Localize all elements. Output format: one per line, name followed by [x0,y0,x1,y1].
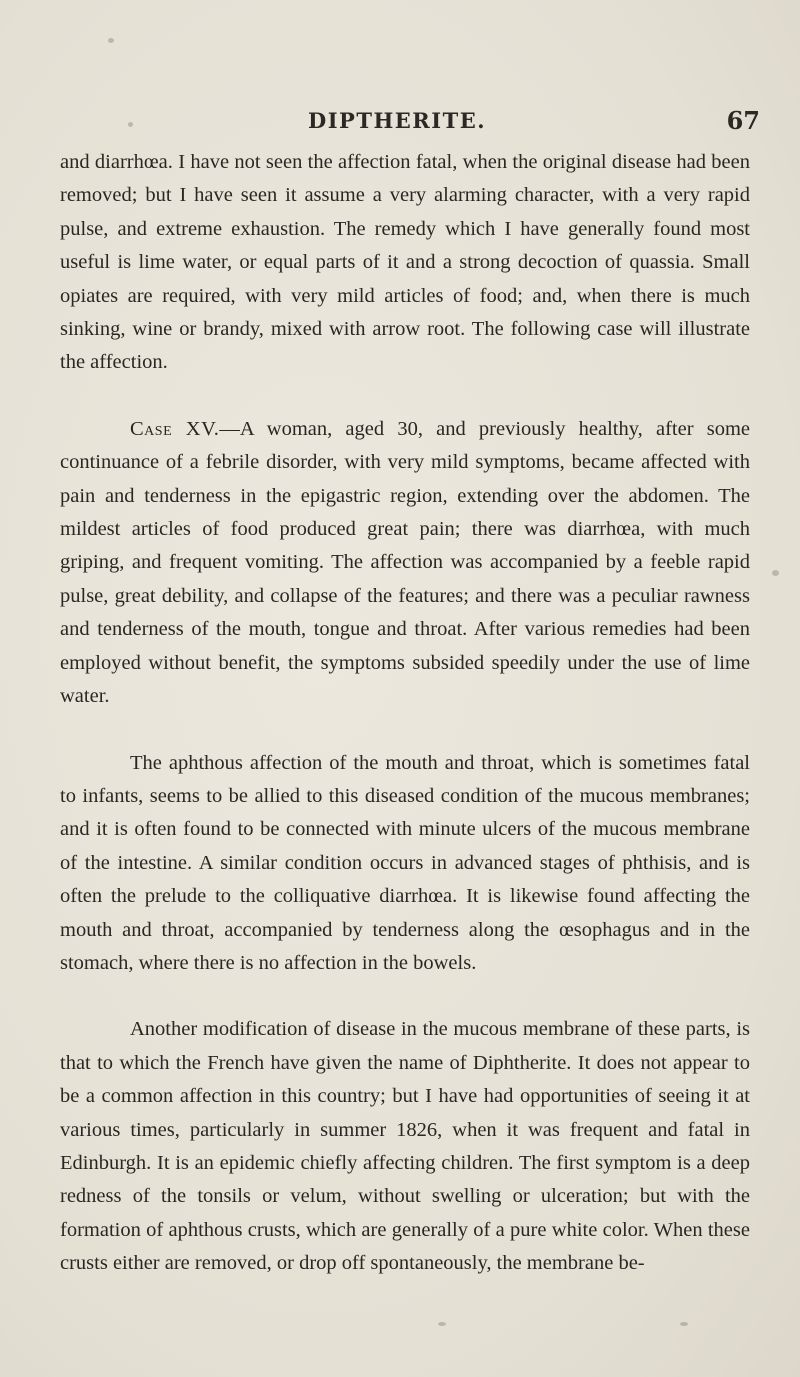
paragraph: and diarrhœa. I have not seen the affection fatal, when the original disease had been removed; but I have seen it assume a very alarming character, with a very rapid pulse, and extreme exhaustion. The remedy which I have generally found most useful is lime water, or equal parts of it and a strong decoction of quassia. Small opiates are required, with very mild articles of food; and, when there is much sinking, wine or brandy, mixed with arrow root. The following case will illustrate the affection. [60,151,750,374]
paper-speck [772,570,779,576]
paper-speck [680,1322,688,1326]
paragraph: The aphthous affection of the mouth and throat, which is sometimes fatal to infants, seems to be allied to this diseased condition of the mucous membranes; and it is often found to be connected with minute ulcers of the mucous membrane of the intestine. A similar condition occurs in advanced stages of phthisis, and is often the prelude to the colliquative diarrhœa. It is likewise found affecting the mouth and throat, accompanied by tenderness along the œsophagus and in the stomach, where there is no affection in the bowels. [60,751,750,974]
paper-speck [438,1322,446,1326]
running-title: DIPTHERITE. [308,108,487,133]
paragraph: Another modification of disease in the mucous membrane of these parts, is that to which the French have given the name of Diphtherite. It does not appear to be a common affection in this country; but I have had opportunities of seeing it at various times, particularly in summer 1826, when it was frequent and fatal in Edinburgh. It is an epidemic chiefly affecting children. The first symptom is a deep redness of the tonsils or velum, without swelling or ulceration; but with the formation of aphthous crusts, which are generally of a pure white color. When these crusts either are removed, or drop off spontaneously, the membrane be- [60,1018,750,1275]
body-text [60,146,750,1281]
paper-speck [108,38,114,43]
page-number: 67 [726,106,760,135]
case-label: Case XV. [130,417,220,440]
case-paragraph [60,413,750,714]
case-text: —A woman, aged 30, and previously healthy, after some continuance of a febrile disorder, with very mild symptoms, became affected with pain and tenderness in the epigastric region, extending over the abdomen. The mildest articles of food produced great pain; there was diarrhœa, with much griping, and frequent vomiting. The affection was accompanied by a feeble rapid pulse, great debility, and collapse of the features; and there was a peculiar rawness and tenderness of the mouth, tongue and throat. After various remedies had been employed without benefit, the symptoms subsided speedily under the use of lime water. [60,417,750,708]
page-header [60,108,760,138]
